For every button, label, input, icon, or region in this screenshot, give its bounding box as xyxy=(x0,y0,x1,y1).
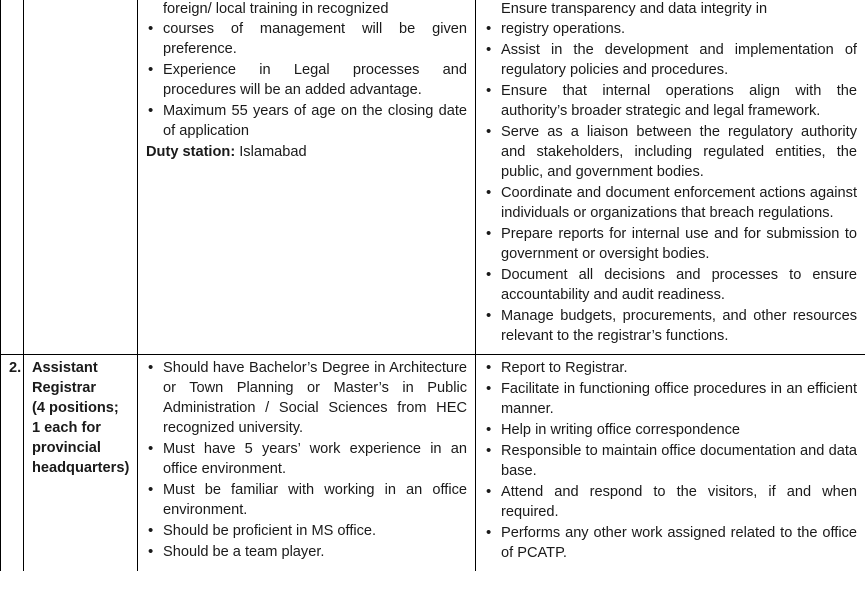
duty-station-value: Islamabad xyxy=(239,143,307,160)
duty-station-label: Duty station: xyxy=(146,143,236,160)
list-item xyxy=(484,307,857,347)
list-item xyxy=(146,481,467,521)
qualification-clipped-line: foreign/ local training in recognized xyxy=(163,1,389,17)
list-item xyxy=(146,543,467,563)
post-positions-note: (4 positions; 1 each for provincial headquarters) xyxy=(32,399,130,476)
list-item xyxy=(484,41,857,81)
row-number-cell xyxy=(1,354,24,570)
list-item-text: Manage budgets, procurements, and other resources relevant to the registrar’s functions. xyxy=(501,307,857,344)
list-item-text: Document all decisions and processes to ensure accountability and audit readiness. xyxy=(501,266,857,303)
duties-cell xyxy=(476,0,865,354)
list-item xyxy=(484,184,857,224)
list-item xyxy=(484,82,857,122)
list-item xyxy=(484,442,857,482)
list-item xyxy=(484,380,857,420)
table-row xyxy=(1,354,865,570)
list-item xyxy=(484,483,857,523)
duties-cell xyxy=(476,354,865,570)
list-item-text: Facilitate in functioning office procedures in an efficient manner. xyxy=(501,380,857,417)
list-item xyxy=(484,123,857,183)
list-item-text: Should have Bachelor’s Degree in Architecture or Town Planning or Master’s in Public Administration / Social Sciences from HEC recognized university. xyxy=(163,359,467,436)
list-item-text: Must have 5 years’ work experience in an office environment. xyxy=(163,440,467,477)
list-item-text: Performs any other work assigned related to the office of PCATP. xyxy=(501,524,857,561)
list-item-continuation xyxy=(484,20,857,40)
duties-list xyxy=(484,359,857,564)
list-item-text: Prepare reports for internal use and for submission to government or oversight bodies. xyxy=(501,225,857,262)
list-item-text: Responsible to maintain office documentation and data base. xyxy=(501,442,857,479)
duty-station xyxy=(146,143,467,163)
post-name-cell xyxy=(24,0,138,354)
duties-list xyxy=(484,20,857,347)
list-item xyxy=(484,266,857,306)
row-number: 2. xyxy=(9,359,22,376)
list-item xyxy=(484,225,857,265)
list-item-text: Report to Registrar. xyxy=(501,359,628,376)
post-name: Assistant Registrar xyxy=(32,359,98,396)
list-item xyxy=(146,440,467,480)
list-item-text: registry operations. xyxy=(501,20,626,37)
duties-clipped-line: Ensure transparency and data integrity in xyxy=(501,1,768,17)
qualification-cell xyxy=(138,354,476,570)
list-item xyxy=(484,359,857,379)
post-name-cell xyxy=(24,354,138,570)
list-item-text: Should be proficient in MS office. xyxy=(163,522,377,539)
list-item-text: Ensure that internal operations align with the authority’s broader strategic and legal framework. xyxy=(501,82,857,119)
list-item-text: Coordinate and document enforcement actions against individuals or organizations that breach regulations. xyxy=(501,184,857,221)
list-item xyxy=(146,102,467,142)
qualification-list xyxy=(146,20,467,142)
list-item xyxy=(146,61,467,101)
list-item-text: Maximum 55 years of age on the closing date of application xyxy=(163,102,467,139)
list-item-text: courses of management will be given preference. xyxy=(163,20,467,57)
list-item xyxy=(484,421,857,441)
list-item xyxy=(146,359,467,439)
list-item xyxy=(146,522,467,542)
list-item-text: Experience in Legal processes and procedures will be an added advantage. xyxy=(163,61,467,98)
qualification-list xyxy=(146,359,467,563)
list-item-text: Should be a team player. xyxy=(163,543,325,560)
list-item-text: Attend and respond to the visitors, if and when required. xyxy=(501,483,857,520)
list-item-text: Must be familiar with working in an office environment. xyxy=(163,481,467,518)
qualification-cell xyxy=(138,0,476,354)
table-row xyxy=(1,0,865,354)
row-number-cell xyxy=(1,0,24,354)
list-item xyxy=(484,524,857,564)
list-item-text: Assist in the development and implementation of regulatory policies and procedures. xyxy=(501,41,857,78)
list-item-continuation xyxy=(146,20,467,60)
list-item-text: Help in writing office correspondence xyxy=(501,421,741,438)
list-item-text: Serve as a liaison between the regulatory authority and stakeholders, including regulated entities, the public, and government bodies. xyxy=(501,123,857,180)
